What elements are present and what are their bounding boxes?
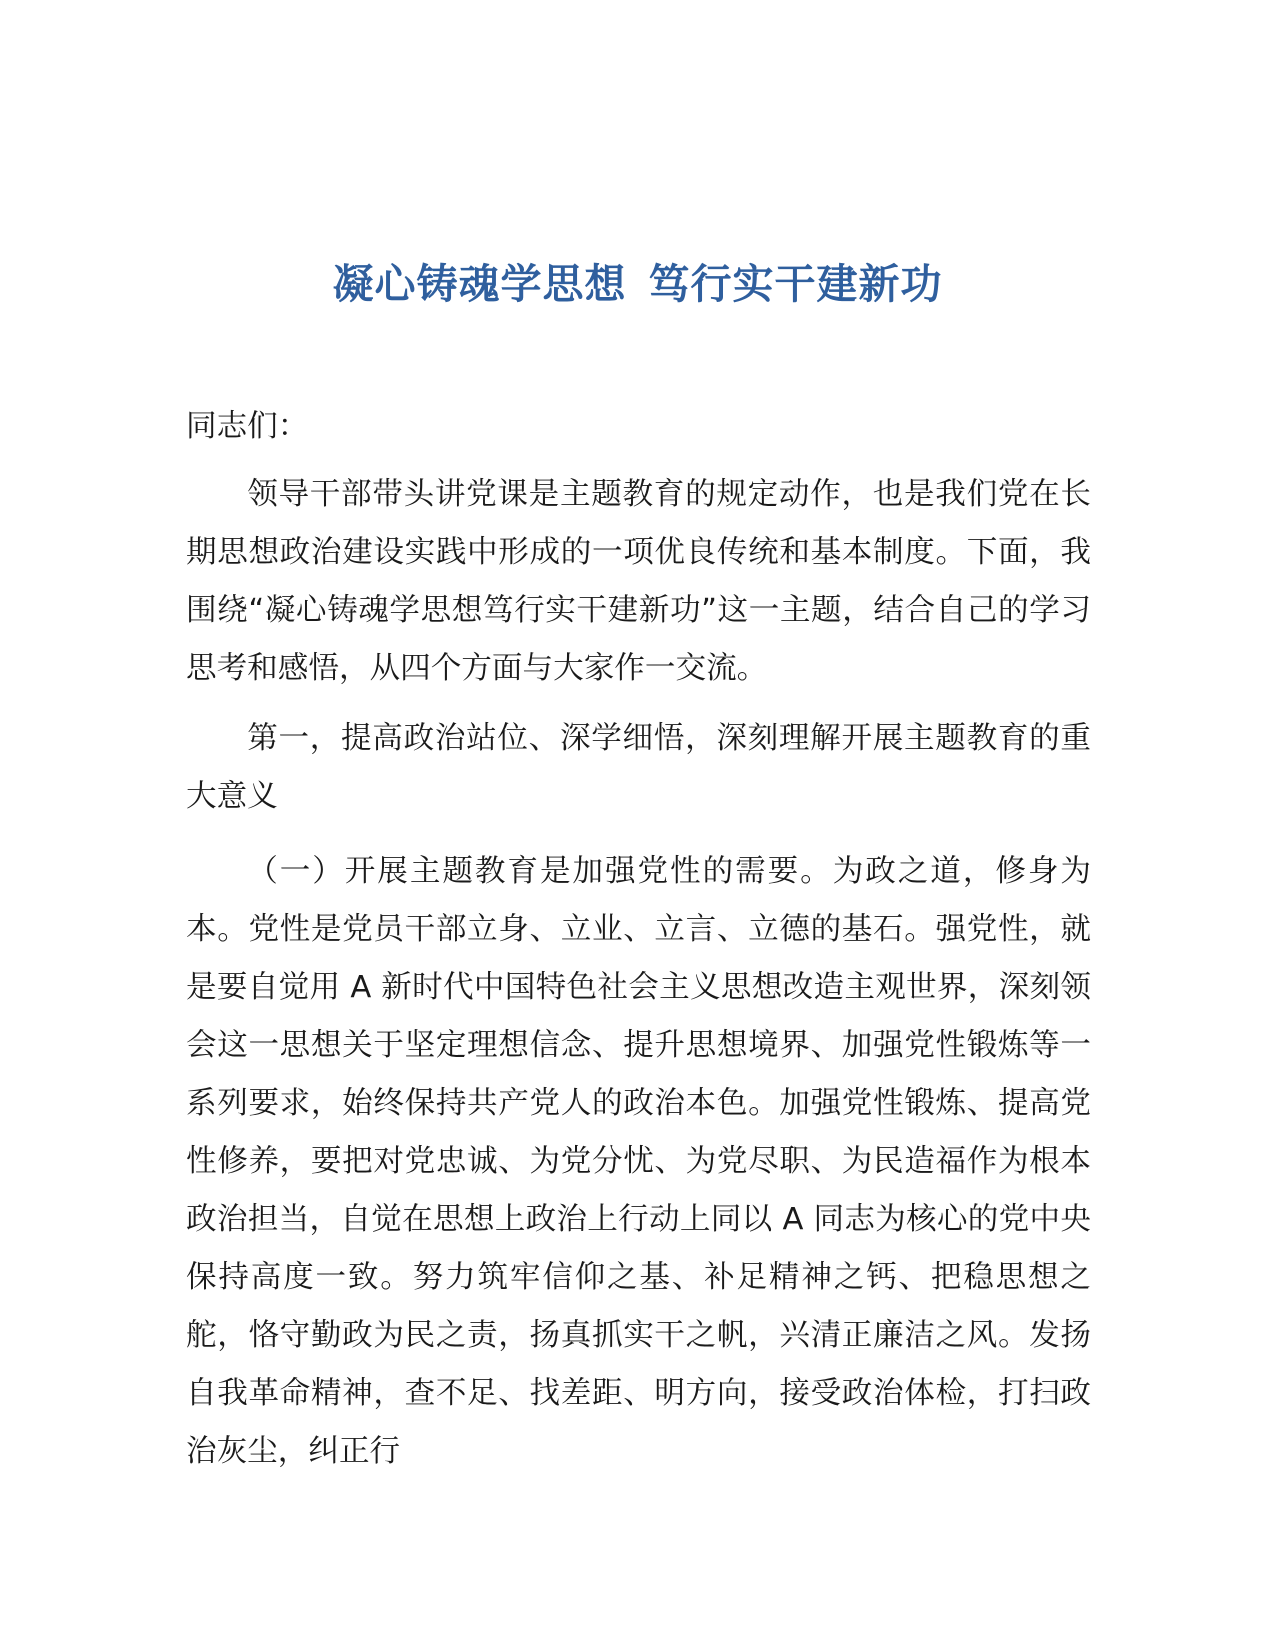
section-heading-first xyxy=(186,710,1091,826)
salutation xyxy=(186,398,1091,456)
paragraph-text: 领导干部带头讲党课是主题教育的规定动作，也是我们党在长期思想政治建设实践中形成的一项优良传统和基本制度。下面，我围绕“凝心铸魂学思想笃行实干建新功”这一主题，结合自己的学习思考和感悟，从四个方面与大家作一交流。 xyxy=(186,477,1091,686)
title-part-2: 笃行实干建新功 xyxy=(648,260,943,308)
paragraph-text: 第一，提高政治站位、深学细悟，深刻理解开展主题教育的重大意义 xyxy=(186,721,1091,814)
paragraph-text: （一）开展主题教育是加强党性的需要。为政之道，修身为本。党性是党员干部立身、立业、立言、立德的基石。强党性，就是要自觉用 A 新时代中国特色社会主义思想改造主观世界，深刻领会这一思想关于坚定理想信念、提升思想境界、加强党性锻炼等一系列要求，始终保持共产党人的政治本色。加强党性锻炼、提高党性修养，要把对党忠诚、为党分忧、为党尽职、为民造福作为根本政治担当，自觉在思想上政治上行动上同以 A 同志为核心的党中央保持高度一致。努力筑牢信仰之基、补足精神之钙、把稳思想之舵，恪守勤政为民之责，扬真抓实干之帆，兴清正廉洁之风。发扬自我革命精神，查不足、找差距、明方向，接受政治体检，打扫政治灰尘，纠正行 xyxy=(186,854,1091,1469)
paragraph-subsection-one xyxy=(186,843,1091,1481)
document-title xyxy=(0,258,1275,310)
paragraph-intro xyxy=(186,466,1091,698)
salutation-text: 同志们： xyxy=(186,409,309,444)
title-part-1: 凝心铸魂学思想 xyxy=(332,260,627,308)
